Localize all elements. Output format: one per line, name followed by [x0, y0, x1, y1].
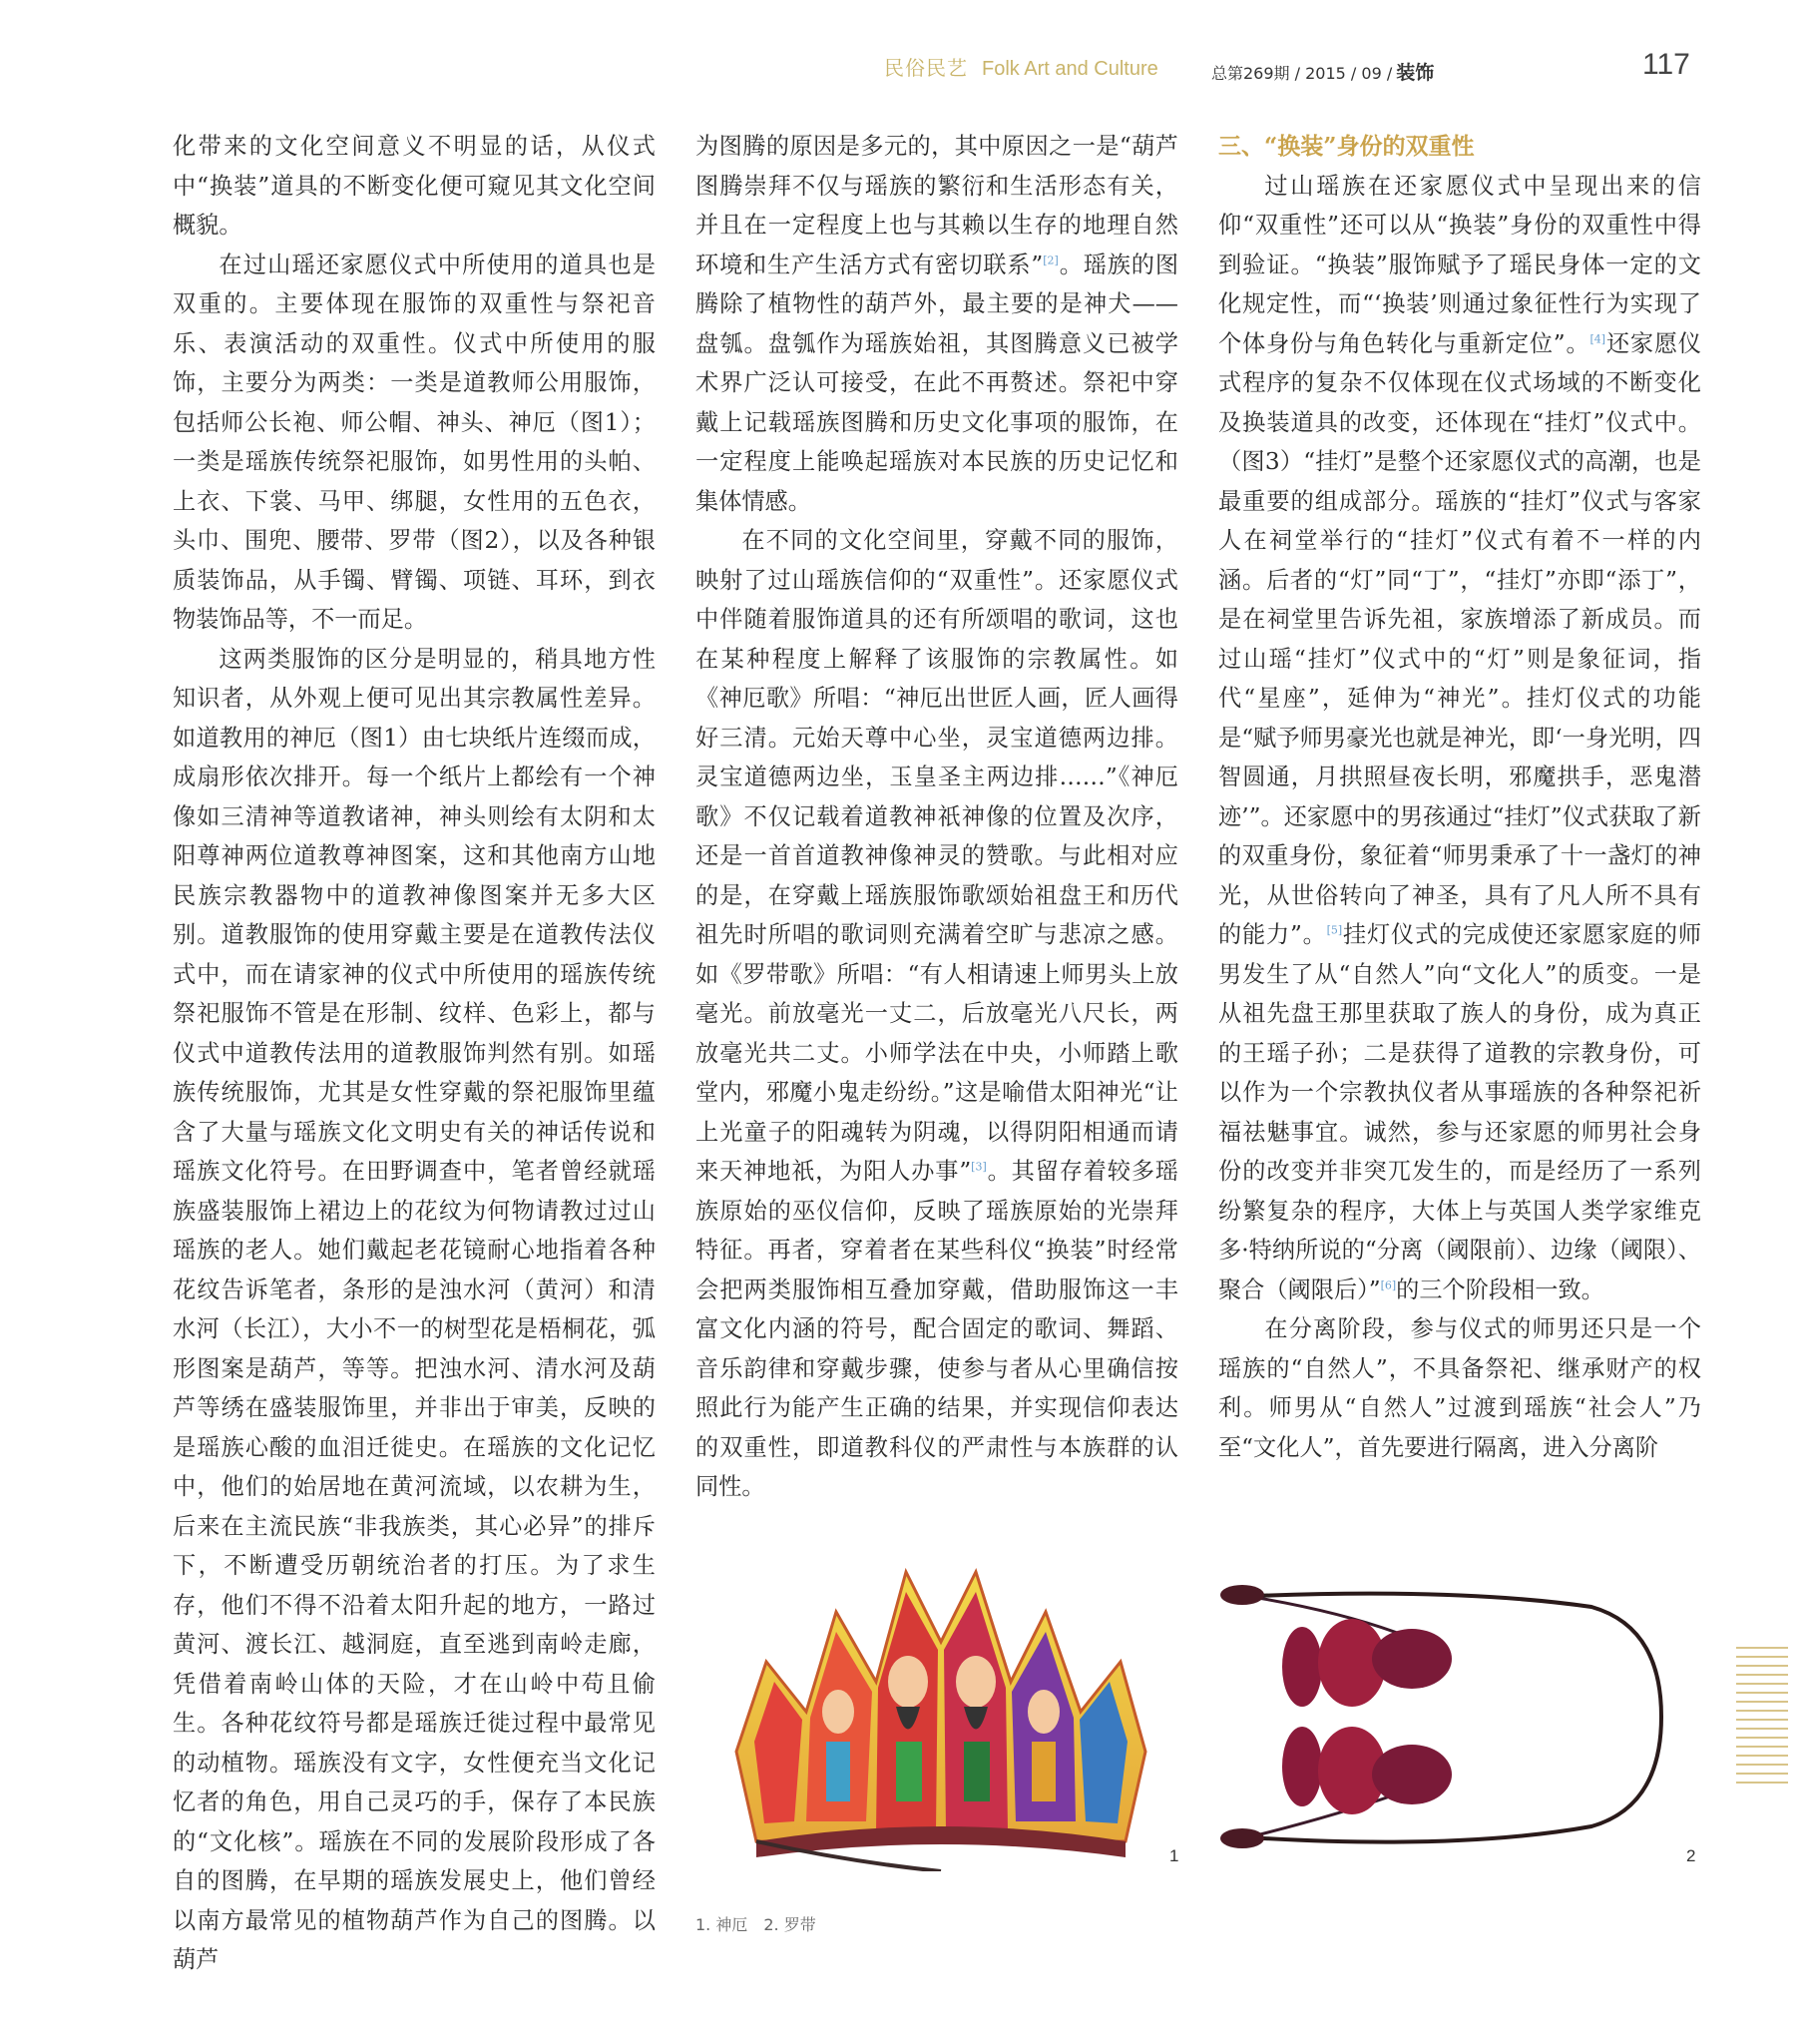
paragraph: 在过山瑶还家愿仪式中所使用的道具也是双重的。主要体现在服饰的双重性与祭祀音乐、表演活动的双重性。仪式中所使用的服饰，主要分为两类：一类是道教师公用服饰，包括师公长袍、师公帽、神头、神厄（图1）；一类是瑶族传统祭祀服饰，如男性用的头帕、上衣、下裳、马甲、绑腿，女性用的五色衣，头巾、围兜、腰带、罗带（图2），以及各种银质装饰品，从手镯、臂镯、项链、耳环，到衣物装饰品等，不一而足。 [173, 251, 656, 633]
paragraph: 这两类服饰的区分是明显的，稍具地方性知识者，从外观上便可见出其宗教属性差异。如道教用的神厄（图1）由七块纸片连缀而成，成扇形依次排开。每一个纸片上都绘有一个神像如三清神等道教诸神，神头则绘有太阴和太阳尊神两位道教尊神图案，这和其他南方山地民族宗教器物中的道教神像图案并无多大区别。道教服饰的使用穿戴主要是在道教传法仪式中，而在请家神的仪式中所使用的瑶族传统祭祀服饰不管是在形制、纹样、色彩上，都与仪式中道教传法用的道教服饰判然有别。如瑶族传统服饰，尤其是女性穿戴的祭祀服饰里蕴含了大量与瑶族文化文明史有关的神话传说和瑶族文化符号。在田野调查中，笔者曾经就瑶族盛装服饰上裙边上的花纹为何物请教过过山瑶族的老人。她们戴起老花镜耐心地指着各种花纹告诉笔者，条形的是浊水河（黄河）和清水河（长江），大小不一的树型花是梧桐花，弧形图案是葫芦，等等。把浊水河、清水河及葫芦等绣在盛装服饰里，并非出于审美，反映的是瑶族心酸的血泪迁徙史。在瑶族的文化记忆中，他们的始居地在黄河流域，以农耕为生，后来在主流民族“非我族类，其心必异”的排斥下，不断遭受历朝统治者的打压。为了求生存，他们不得不沿着太阳升起的地方，一路过黄河、渡长江、越洞庭，直至逃到南岭走廊，凭借着南岭山体的天险，才在山岭中苟且偷生。各种花纹符号都是瑶族迁徙过程中最常见的动植物。瑶族没有文字，女性便充当文化记忆者的角色，用自己灵巧的手，保存了本民族的“文化核”。瑶族在不同的发展阶段形成了各自的图腾，在早期的瑶族发展史上，他们曾经以南方最常见的植物葫芦作为自己的图腾。以葫芦 [173, 645, 656, 1973]
paragraph [1218, 167, 1701, 1310]
paragraph-text: 还家愿仪式程序的复杂不仅体现在仪式场域的不断变化及换装道具的改变，还体现在“挂灯”仪式中。（图3）“挂灯”是整个还家愿仪式的高潮，也是最重要的组成部分。瑶族的“挂灯”仪式与客家人在祠堂举行的“挂灯”仪式有着不一样的内涵。后者的“灯”同“丁”，“挂灯”亦即“添丁”，是在祠堂里告诉先祖，家族增添了新成员。而过山瑶“挂灯”仪式中的“灯”则是象征词，指代“星座”，延伸为“神光”。挂灯仪式的功能是“赋予师男豪光也就是神光，即‘一身光明，四智圆通，月拱照昼夜长明，邪魔拱手，恶鬼潜迹’”。还家愿中的男孩通过“挂灯”仪式获取了新的双重身份，象征着“师男秉承了十一盏灯的神光，从世俗转向了神圣，具有了凡人所不具有的能力”。 [1218, 329, 1701, 948]
citation-ref[interactable]: [2] [1043, 253, 1059, 266]
section-label-cn: 民俗民艺 [884, 56, 968, 80]
paragraph-text: 的三个阶段相一致。 [1396, 1276, 1604, 1303]
magazine-logo: 装饰 [1396, 62, 1435, 84]
issue-number: 总第269期 / 2015 / 09 / [1211, 64, 1393, 83]
paragraph: 在分离阶段，参与仪式的师男还只是一个瑶族的“自然人”，不具备祭祀、继承财产的权利。师男从“自然人”过渡到瑶族“社会人”乃至“文化人”，首先要进行隔离，进入分离阶 [1218, 1315, 1701, 1461]
citation-ref[interactable]: [6] [1380, 1278, 1397, 1291]
text-column-1 [173, 127, 656, 1980]
section-heading: 三、“换装”身份的双重性 [1218, 133, 1475, 160]
section-label [884, 52, 1158, 81]
paragraph-text: 挂灯仪式的完成使还家愿家庭的师男发生了从“自然人”向“文化人”的质变。一是从祖先盘王那里获取了族人的身份，成为真正的王瑶子孙；二是获得了道教的宗教身份，可以作为一个宗教执仪者从事瑶族的各种祭祀祈福祛魅事宜。诚然，参与还家愿的师男社会身份的改变并非突兀发生的，而是经历了一系列纷繁复杂的程序，大体上与英国人类学家维克多·特纳所说的“分离（阈限前）、边缘（阈限）、聚合（阈限后）” [1218, 921, 1702, 1303]
citation-ref[interactable]: [3] [971, 1160, 987, 1174]
paragraph-text: 过山瑶族在还家愿仪式中呈现出来的信仰“双重性”还可以从“换装”身份的双重性中得到验证。“换装”服饰赋予了瑶民身体一定的文化规定性，而“‘换装’则通过象征性行为实现了个体身份与角色转化与重新定位”。 [1218, 172, 1701, 357]
citation-ref[interactable]: [5] [1326, 923, 1343, 937]
paragraph-text: 在不同的文化空间里，穿戴不同的服饰，映射了过山瑶族信仰的“双重性”。还家愿仪式中伴随着服饰道具的还有所颂唱的歌词，这也在某种程度上解释了该服饰的宗教属性。如《神厄歌》所唱：“神厄出世匠人画，匠人画得好三清。元始天尊中心坐，灵宝道德两边排。灵宝道德两边坐，玉皇圣主两边排……”《神厄歌》不仅记载着道教神祇神像的位置及次序，还是一首首道教神像神灵的赞歌。与此相对应的是，在穿戴上瑶族服饰歌颂始祖盘王和历代祖先时所唱的歌词则充满着空旷与悲凉之感。如《罗带歌》所唱：“有人相请速上师男头上放毫光。前放毫光一丈二，后放毫光八尺长，两放毫光共二丈。小师学法在中央，小师踏上歌堂内，邪魔小鬼走纷纷。”这是喻借太阳神光“让上光童子的阳魂转为阴魂，以得阴阳相通而请来天神地祇，为阳人办事” [695, 527, 1178, 1185]
paragraph-text: 。其留存着较多瑶族原始的巫仪信仰，反映了瑶族原始的光崇拜特征。再者，穿着者在某些科仪“换装”时经常会把两类服饰相互叠加穿戴，借助服饰这一丰富文化内涵的符号，配合固定的歌词、舞蹈、音乐韵律和穿戴步骤，使参与者从心里确信按照此行为能产生正确的结果，并实现信仰表达的双重性，即道教科仪的严肃性与本族群的认同性。 [695, 1158, 1178, 1500]
paragraph: 化带来的文化空间意义不明显的话，从仪式中“换装”道具的不断变化便可窥见其文化空间概貌。 [173, 133, 656, 239]
issue-info [1211, 58, 1434, 85]
crown-photo [726, 1542, 1155, 1871]
figure-number: 2 [1686, 1846, 1696, 1865]
section-label-en: Folk Art and Culture [982, 58, 1158, 80]
text-column-3 [1218, 127, 1701, 1467]
belt-photo [1212, 1567, 1671, 1866]
page-number: 117 [1642, 48, 1690, 81]
paragraph [695, 521, 1178, 1507]
figure-caption: 1. 神厄 2. 罗带 [695, 1915, 816, 1934]
figure-number: 1 [1169, 1846, 1179, 1865]
paragraph-text: 。瑶族的图腾除了植物性的葫芦外，最主要的是神犬——盘瓠。盘瓠作为瑶族始祖，其图腾意义已被学术界广泛认可接受，在此不再赘述。祭祀中穿戴上记载瑶族图腾和历史文化事项的服饰，在一定程度上能唤起瑶族对本民族的历史记忆和集体情感。 [695, 251, 1179, 515]
paragraph-text: 为图腾的原因是多元的，其中原因之一是“葫芦图腾崇拜不仅与瑶族的繁衍和生活形态有关，并且在一定程度上也与其赖以生存的地理自然环境和生产生活方式有密切联系” [695, 133, 1178, 278]
decorative-stripes [1736, 1647, 1788, 1802]
paragraph [695, 127, 1178, 521]
text-column-2 [695, 127, 1178, 1507]
citation-ref[interactable]: [4] [1589, 331, 1606, 345]
